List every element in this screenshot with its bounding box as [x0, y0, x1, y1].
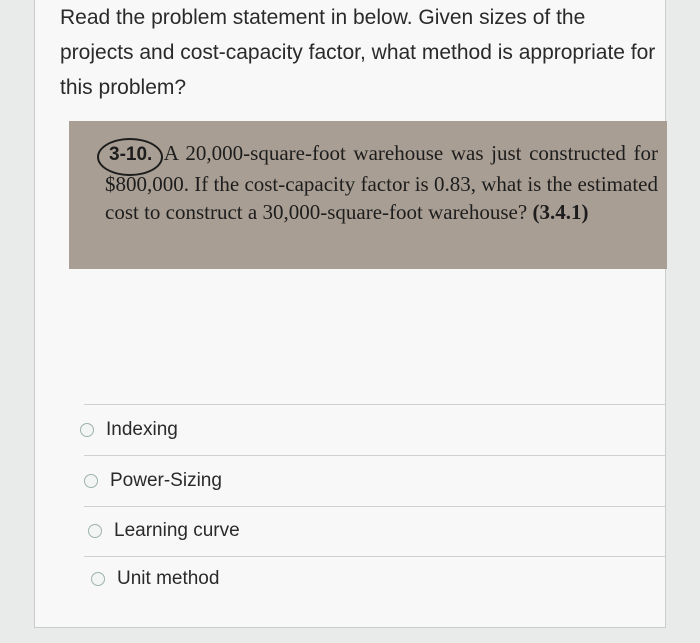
divider: [84, 404, 666, 405]
divider: [84, 455, 666, 456]
option-label: Power-Sizing: [110, 470, 222, 491]
radio-button[interactable]: [80, 423, 94, 437]
option-power-sizing[interactable]: [84, 470, 222, 492]
divider: [84, 556, 666, 557]
problem-number: 3-10.: [105, 144, 157, 165]
option-label: Unit method: [117, 568, 220, 589]
radio-button[interactable]: [84, 474, 98, 488]
question-card: [34, 0, 666, 628]
option-learning-curve[interactable]: [88, 520, 240, 542]
divider: [84, 506, 666, 507]
problem-statement: [105, 139, 658, 227]
problem-statement-image: [69, 121, 667, 269]
option-label: Indexing: [106, 419, 178, 440]
problem-reference: (3.4.1): [532, 200, 589, 224]
option-label: Learning curve: [114, 520, 240, 541]
option-indexing[interactable]: [80, 419, 178, 441]
option-unit-method[interactable]: [91, 568, 219, 590]
problem-text: A 20,000-square-foot warehouse was just constructed for $800,000. If the cost-capacity factor is 0.83, what is the estimated cost to construct a 30,000-square-foot warehouse?: [105, 141, 658, 224]
question-prompt: Read the problem statement in below. Given sizes of the projects and cost-capacity factor, what method is appropriate for this problem?: [60, 6, 656, 99]
radio-button[interactable]: [88, 524, 102, 538]
radio-button[interactable]: [91, 572, 105, 586]
